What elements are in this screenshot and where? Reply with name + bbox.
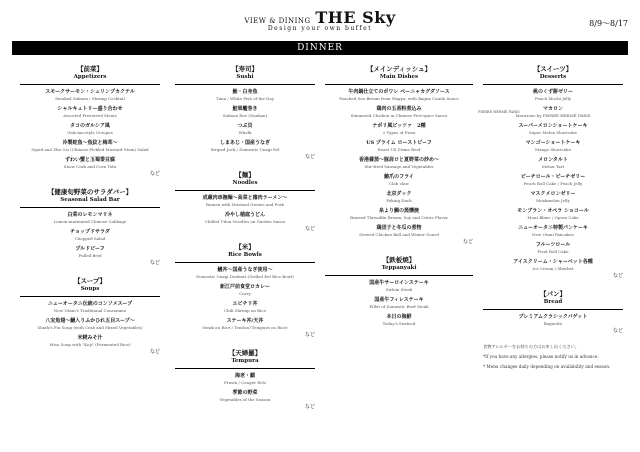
- section-title-en: Teppanyaki: [381, 265, 417, 271]
- section-title-jp: 【前菜】: [77, 65, 103, 73]
- section-title-en: Seasonal Salad Bar: [60, 197, 120, 203]
- menu-item-name-en: Macarons by PIERRE HERMÉ PARIS: [515, 113, 591, 118]
- section-title-jp: 【麺】: [235, 171, 255, 179]
- menu-item: [483, 89, 623, 102]
- menu-item: [20, 229, 160, 242]
- section-heading: [175, 64, 315, 80]
- section-heading: [175, 242, 315, 258]
- menu-item: [20, 157, 160, 170]
- menu-column-3: [325, 64, 473, 337]
- section-title-en: Appetizers: [73, 74, 107, 80]
- menu-item-name-en: New Otani Pancakes: [532, 232, 574, 237]
- menu-item: [325, 297, 473, 310]
- section-gap: [175, 414, 315, 420]
- footnote: * Menu changes daily depending on availability and season.: [483, 364, 611, 369]
- menu-item-name-en: New Otani's Traditional Consomme: [53, 308, 127, 313]
- menu-item-name-jp: チョップドサラダ: [70, 229, 110, 235]
- menu-item-name-en: Mont Blanc / Opera Cake: [527, 215, 579, 220]
- section-heading: [20, 64, 160, 80]
- section-title-jp: 【パン】: [540, 290, 566, 298]
- menu-item-name-en: Stewed Chicken Ball and Winter Gourd: [359, 232, 439, 237]
- menu-item: [483, 314, 623, 327]
- menu-item: [325, 174, 473, 187]
- menu-item-name-en: Pulled Beef: [78, 253, 102, 258]
- section-heading: [483, 64, 623, 80]
- menu-item-name-jp: US プライム ローストビーフ: [366, 140, 432, 146]
- menu-item-name-jp: しまあじ・国産うなぎ: [219, 140, 270, 146]
- section-heading: [20, 187, 160, 203]
- menu-item-name-jp: 本日の海鮮: [386, 314, 412, 320]
- menu-item: [175, 318, 315, 331]
- menu-item-name-jp: タコのガルシア風: [70, 123, 110, 129]
- section-heading: [175, 170, 315, 186]
- section-title-en: Rice Bowls: [228, 252, 262, 258]
- menu-item-name-jp: つぶ貝: [237, 123, 253, 129]
- menu-item: [20, 301, 160, 314]
- menu-item: [175, 267, 315, 280]
- menu-item-name-en: Peach Roll Cake / Peach Jelly: [523, 181, 583, 186]
- menu-item-name-jp: マカロン: [542, 106, 563, 112]
- menu-item-name-jp: 鮭軍艦巻き: [232, 106, 258, 112]
- menu-item-name-jp: 鰆爪のフライ: [384, 174, 414, 180]
- menu-item-name-en: Stir-fried Sausage and Vegetables: [364, 164, 434, 169]
- menu-item-name-en: Sirloin Steak: [385, 287, 413, 292]
- menu-item: [325, 191, 473, 204]
- menu-item-name-jp: ずわい蟹と玉蜀黍豆腐: [64, 157, 115, 163]
- footnote: 食物アレルギーをお持ちの方はお申し出ください。: [483, 344, 580, 349]
- menu-item-name-en: Braised Threadfin Bream, Soy and Citrus Flavor: [350, 215, 448, 220]
- etc-label: など: [304, 226, 315, 232]
- menu-item: [325, 140, 473, 153]
- menu-item-name-jp: 糸より鯛の蒸燻焼: [378, 208, 419, 214]
- menu-item-name-en: Miso Soup with "Koji" (Fermented Rice): [49, 342, 131, 347]
- section-divider: [175, 368, 315, 369]
- menu-item-name-en: Ramen with Mustard Greens and Pork: [206, 202, 284, 207]
- section-gap: [20, 359, 160, 365]
- menu-item-name-en: Domestic Unagi Donburi (Grilled Eel Rice Bowl): [196, 274, 294, 279]
- venue-name: THE Sky: [315, 8, 396, 27]
- menu-item-name-en: Snow Crab and Corn Tofu: [63, 164, 117, 169]
- menu-item-name-en: Ice Cream / Sherbet: [532, 266, 574, 271]
- etc-label: など: [612, 273, 623, 279]
- menu-item-name-en: Clab claw: [389, 181, 409, 186]
- etc-label: など: [304, 332, 315, 338]
- menu-item-name-en: Steak on Rice / Tendon (Tempura on Rice): [202, 325, 288, 330]
- date-range: 8/9～8/17: [589, 19, 628, 28]
- menu-item-name-jp: スモークサーモン・シュリンプカクテル: [45, 89, 135, 95]
- menu-item: [20, 212, 160, 225]
- menu-item: [325, 314, 473, 327]
- menu-item-name-jp: 牛肉鍋仕立てのポワレ ベーニャカグダソース: [348, 89, 450, 95]
- menu-item-name-en: Lemon-marinated Chinese Cabbage: [53, 219, 127, 224]
- menu-item-name-en: Curry: [239, 291, 251, 296]
- menu-item: [483, 259, 623, 272]
- menu-item: [20, 106, 160, 119]
- menu-item-name-en: Muskmelon Jelly: [536, 198, 570, 203]
- menu-item-name-en: Super Melon Shortcake: [528, 130, 578, 135]
- menu-item-name-en: Poached Sea Bream from Wagyu, with Bagna Cauda Sauce: [339, 96, 459, 101]
- section-title-jp: 【メインディッシュ】: [366, 65, 432, 73]
- menu-item-name-jp: 鰻丼～国産うなぎ使用～: [217, 267, 273, 273]
- etc-label: など: [462, 239, 473, 245]
- menu-item-name-en: Fruit Roll Cake: [537, 249, 569, 254]
- section-title-en: Sushi: [236, 74, 254, 80]
- menu-item-name-en: Salmon Roe (Gunkan): [222, 113, 268, 118]
- menu-item: [20, 140, 160, 153]
- menu-item-name-jp: プルドビーフ: [75, 246, 105, 252]
- section-title-jp: 【健康旬野菜のサラダバー】: [47, 188, 133, 196]
- menu-item-name-en: Chopped Salad: [74, 236, 106, 241]
- section-divider: [175, 262, 315, 263]
- menu-item: [483, 225, 623, 238]
- menu-item-name-en: Peach Mochi Jelly: [534, 96, 571, 101]
- menu-item: [20, 335, 160, 348]
- menu-item: [175, 390, 315, 403]
- section-title-en: Soups: [80, 286, 100, 292]
- menu-item-name-jp: 海老・鱚: [234, 373, 255, 379]
- menu-item-name-en: Prawn / Conger Eels: [224, 380, 266, 385]
- menu-item: [20, 246, 160, 259]
- menu-item-name-jp: モンブラン・オペラ ショコール: [517, 208, 589, 214]
- section-divider: [483, 84, 623, 85]
- menu-item-name-jp: 冷やし稲庭うどん: [224, 212, 265, 218]
- header: [0, 0, 640, 40]
- menu-item: [175, 140, 315, 153]
- menu-item-name-en: Roast US Prime Beef: [377, 147, 421, 152]
- menu-item: [20, 123, 160, 136]
- venue-prefix: VIEW & DINING: [244, 17, 311, 25]
- menu-item-name-en: Simmered Chicken in Chinese Five-spice Sauce: [350, 113, 448, 118]
- menu-item: [175, 212, 315, 225]
- menu-item: [325, 123, 473, 136]
- menu-item-name-jp: ステーキ丼/天丼: [226, 318, 264, 324]
- menu-item: [175, 373, 315, 386]
- menu-item: [483, 174, 623, 187]
- menu-item: [175, 301, 315, 314]
- menu-item-name-jp: プレミアムクラシックバゲット: [518, 314, 588, 320]
- menu-item-name-jp: 北京ダック: [386, 191, 412, 197]
- section-title-jp: 【スープ】: [74, 277, 106, 285]
- etc-label: など: [612, 328, 623, 334]
- etc-label: など: [149, 171, 160, 177]
- section-gap: [325, 331, 473, 337]
- section-divider: [325, 275, 473, 276]
- menu-item: [483, 208, 623, 221]
- tagline: Design your own buffet: [267, 25, 373, 32]
- section-title-en: Bread: [543, 299, 563, 305]
- menu-item-name-en: Baguette: [543, 321, 563, 326]
- menu-item-name-jp: アイスクリーム・シャーベット各種: [513, 259, 593, 265]
- menu-item-name-jp: マンゴーショートケーキ: [525, 140, 581, 146]
- menu-item-name-jp: シャルキュトリー盛り合わせ: [57, 106, 123, 112]
- section-divider: [483, 309, 623, 310]
- menu-item-name-jp: メロンタルト: [538, 157, 568, 163]
- menu-item-name-jp: スーパーメロンショートケーキ: [518, 123, 588, 129]
- menu-item-name-en: Melon Tart: [541, 164, 565, 169]
- section-title-en: Desserts: [539, 74, 567, 80]
- menu-item: [175, 284, 315, 297]
- section-title-jp: 【スイーツ】: [533, 65, 573, 73]
- menu-item-name-jp: ニューオータニ伝統のコンソメスープ: [47, 301, 133, 307]
- menu-item-name-jp: ニューオータニ特製パンケーキ: [518, 225, 588, 231]
- menu-item-name-en: Squid and Zha Cai (Chinese Pickled Mustard Stem) Salad: [31, 147, 149, 152]
- menu-item-name-en: 2 Types of Pizza: [382, 130, 416, 135]
- menu-item: [325, 280, 473, 293]
- venue-logo: [0, 8, 640, 32]
- menu-item: [175, 123, 315, 136]
- menu-item-name-jp: 香港醤蒸～豚肩ロと夏野菜の炒め～: [358, 157, 439, 163]
- menu-item-name-en: Chili Shrimp on Rice: [223, 308, 267, 313]
- menu-item-name-en: Chilled Udon Noodles on Garden Sauce: [204, 219, 286, 224]
- section-heading: [483, 289, 623, 305]
- pierre-herme-label: PIERRE HERMÉ PARIS: [478, 110, 520, 114]
- section-divider: [20, 296, 160, 297]
- menu-item-name-jp: 新江戸前食堂ロカレー: [219, 284, 270, 290]
- footnote: *If you have any allergies, please notify us in advance.: [483, 354, 599, 359]
- menu-item-name-en: Fillet of Domestic Beef Steak: [369, 304, 429, 309]
- menu-item-name-en: Whelk: [238, 130, 252, 135]
- section-title-en: Tempura: [231, 358, 259, 364]
- menu-item-name-en: Assorted Preserved Meats: [63, 113, 117, 118]
- etc-label: など: [149, 349, 160, 355]
- menu-item: [325, 157, 473, 170]
- menu-item: [20, 89, 160, 102]
- menu-item-name-jp: 成蔵肉串撫麺～高菜と擔肉ラーメン～: [202, 195, 288, 201]
- menu-item-name-jp: 鶏肉の五香粉煮込み: [376, 106, 422, 112]
- menu-item: [483, 242, 623, 255]
- menu-item: [483, 191, 623, 204]
- menu-item-name-jp: 国産牛サーロインステーキ: [369, 280, 429, 286]
- menu-item: [483, 123, 623, 136]
- menu-item-name-jp: ピーチロール・ピーチゼリー: [520, 174, 586, 180]
- menu-item: [483, 157, 623, 170]
- menu-item-name-jp: エビチリ丼: [232, 301, 258, 307]
- menu-item-name-jp: 鮪・白身魚: [232, 89, 258, 95]
- menu-item: [325, 106, 473, 119]
- menu-item-name-jp: 八宝魚翅～鱶入りふかひれ五目スープ～: [45, 318, 135, 324]
- section-title-en: Noodles: [232, 180, 258, 186]
- menu-item-name-jp: 季節の野菜: [232, 390, 258, 396]
- menu-item-name-jp: 白菜のレモンマリネ: [67, 212, 113, 218]
- section-divider: [20, 207, 160, 208]
- menu-item: [325, 208, 473, 221]
- section-divider: [20, 84, 160, 85]
- menu-item-name-jp: 鶏団子と冬瓜の煮物: [376, 225, 422, 231]
- menu-item: [325, 225, 473, 238]
- menu-item-name-jp: 桃のくず餅ゼリー: [532, 89, 573, 95]
- etc-label: など: [304, 404, 315, 410]
- menu-item: [483, 140, 623, 153]
- menu-item-name-jp: マスクメロンゼリー: [530, 191, 576, 197]
- section-divider: [325, 84, 473, 85]
- menu-item: [325, 89, 473, 102]
- etc-label: など: [149, 260, 160, 266]
- section-divider: [175, 84, 315, 85]
- section-heading: [175, 348, 315, 364]
- menu-item-name-en: Striped Jack / Domestic Unagi Eel: [210, 147, 280, 152]
- menu-item-name-en: Peking Duck: [386, 198, 412, 203]
- menu-item: [175, 195, 315, 208]
- menu-item-name-en: Smoked Salmon / Shrimp Cocktail: [55, 96, 125, 101]
- menu-item-name-en: Shark's Fin Soup (with Crab and Mixed Vegetables): [37, 325, 143, 330]
- meal-banner: DINNER: [12, 41, 628, 55]
- section-heading: [20, 276, 160, 292]
- menu-column-2: [175, 64, 315, 420]
- section-title-jp: 【鉄板焼】: [382, 256, 416, 264]
- menu-item: [20, 318, 160, 331]
- section-heading: [325, 64, 473, 80]
- menu-item: [175, 89, 315, 102]
- menu-item-name-en: Mango Shortcake: [535, 147, 571, 152]
- section-title-jp: 【寿司】: [232, 65, 258, 73]
- section-title-jp: 【天婦羅】: [228, 349, 262, 357]
- menu-item-name-en: Tuna / White Fish of the Day: [215, 96, 275, 101]
- menu-item-name-en: Galician-style Octopus: [67, 130, 113, 135]
- section-title-jp: 【米】: [235, 243, 255, 251]
- menu-item-name-jp: 米糀みそ汁: [77, 335, 103, 341]
- menu-item-name-jp: ナポリ風ピッツァ 2種: [372, 123, 426, 129]
- menu-item-name-en: Vegetables of the Season: [219, 397, 271, 402]
- menu-item: [175, 106, 315, 119]
- section-heading: [325, 255, 473, 271]
- section-title-en: Main Dishes: [379, 74, 419, 80]
- etc-label: など: [304, 154, 315, 160]
- menu-item-name-en: Today's Seafood: [382, 321, 416, 326]
- menu-item-name-jp: 冷製蛇魚～魚紋と梅茸～: [62, 140, 118, 146]
- menu-column-1: [20, 64, 160, 365]
- menu-item-name-jp: 国産牛フィレステーキ: [374, 297, 424, 303]
- section-divider: [175, 190, 315, 191]
- menu-item-name-jp: フルーツロール: [535, 242, 571, 248]
